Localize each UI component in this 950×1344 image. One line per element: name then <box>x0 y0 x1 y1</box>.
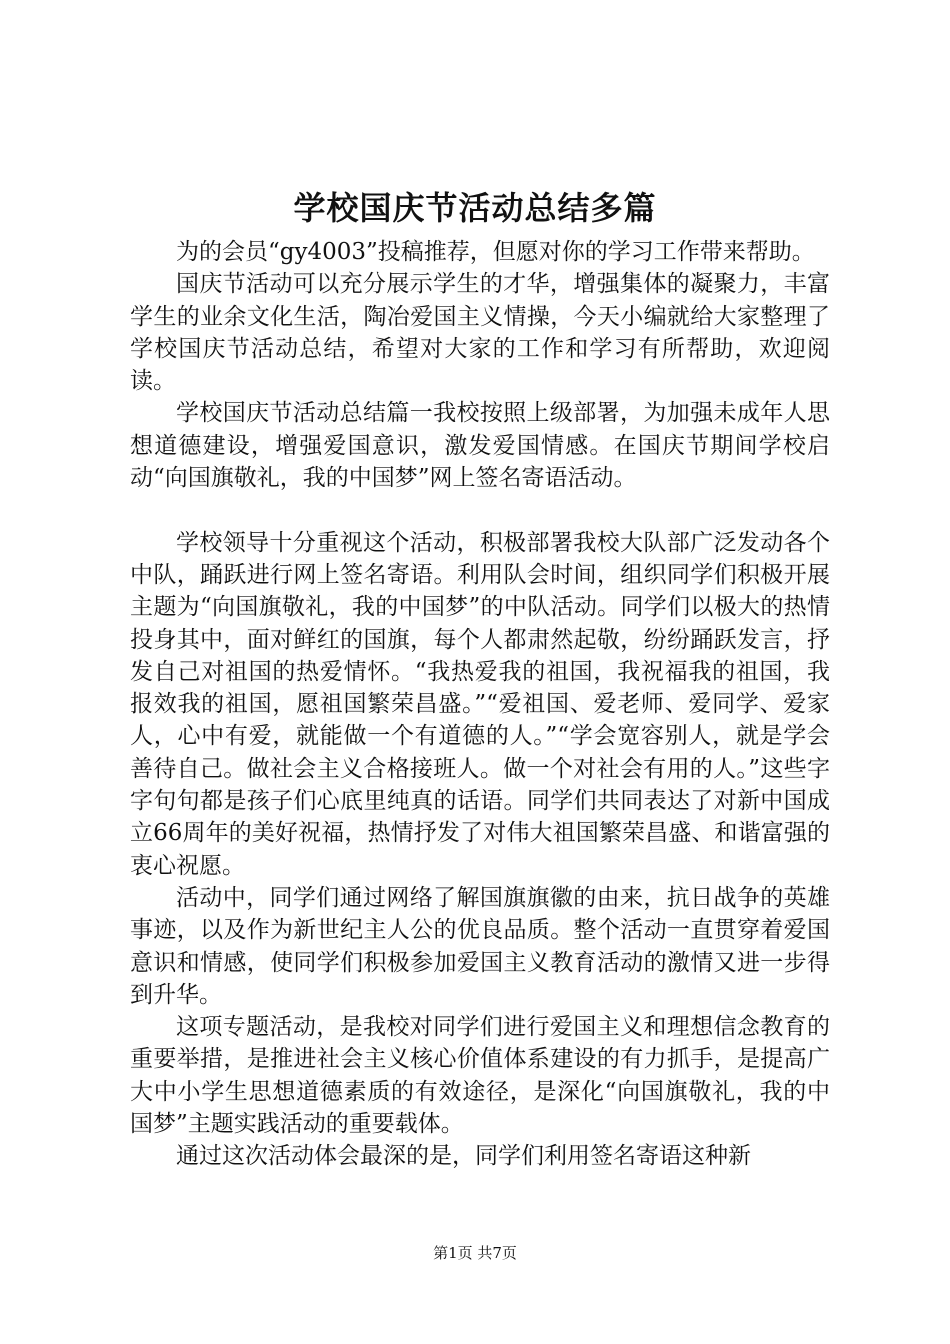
document-body <box>130 236 830 1173</box>
paragraph-overview: 国庆节活动可以充分展示学生的才华，增强集体的凝聚力，丰富学生的业余文化生活，陶冶爱国主义情操，今天小编就给大家整理了学校国庆节活动总结，希望对大家的工作和学习有所帮助，欢迎阅读。 <box>130 271 830 395</box>
paragraph-reflection: 通过这次活动体会最深的是，同学们利用签名寄语这种新 <box>176 1143 751 1170</box>
page-number: 第1页 共7页 <box>433 1244 517 1262</box>
paragraph-intro: 为的会员“gy4003”投稿推荐，但愿对你的学习工作带来帮助。 <box>176 239 815 265</box>
document-title: 学校国庆节活动总结多篇 <box>293 189 657 227</box>
paragraph-spacer <box>130 494 830 526</box>
paragraph-summary-one: 学校国庆节活动总结篇一我校按照上级部署，为加强未成年人思想道德建设，增强爱国意识，激发爱国情感。在国庆节期间学校启动“向国旗敬礼，我的中国梦”网上签名寄语活动。 <box>130 400 830 492</box>
paragraph-leadership: 学校领导十分重视这个活动，积极部署我校大队部广泛发动各个中队，踊跃进行网上签名寄语。利用队会时间，组织同学们积极开展主题为“向国旗敬礼，我的中国梦”的中队活动。同学们以极大的热情投身其中，面对鲜红的国旗，每个人都肃然起敬，纷纷踊跃发言，抒发自己对祖国的热爱情怀。“我热爱我的祖国，我祝福我的祖国，我报效我的祖国，愿祖国繁荣昌盛。”“爱祖国、爱老师、爱同学、爱家人，心中有爱，就能做一个有道德的人。”“学会宽容别人，就是学会善待自己。做社会主义合格接班人。做一个对社会有用的人。”这些字字句句都是孩子们心底里纯真的话语。同学们共同表达了对新中国成立66周年的美好祝福，热情抒发了对伟大祖国繁荣昌盛、和谐富强的衷心祝愿。 <box>130 529 830 879</box>
paragraph-activity: 活动中，同学们通过网络了解国旗旗徽的由来，抗日战争的英雄事迹，以及作为新世纪主人公的优良品质。整个活动一直贯穿着爱国意识和情感，使同学们积极参加爱国主义教育活动的激情又进一步得到升华。 <box>130 884 830 1008</box>
paragraph-significance: 这项专题活动，是我校对同学们进行爱国主义和理想信念教育的重要举措，是推进社会主义核心价值体系建设的有力抓手，是提高广大中小学生思想道德素质的有效途径，是深化“向国旗敬礼，我的中国梦”主题实践活动的重要载体。 <box>130 1014 830 1138</box>
